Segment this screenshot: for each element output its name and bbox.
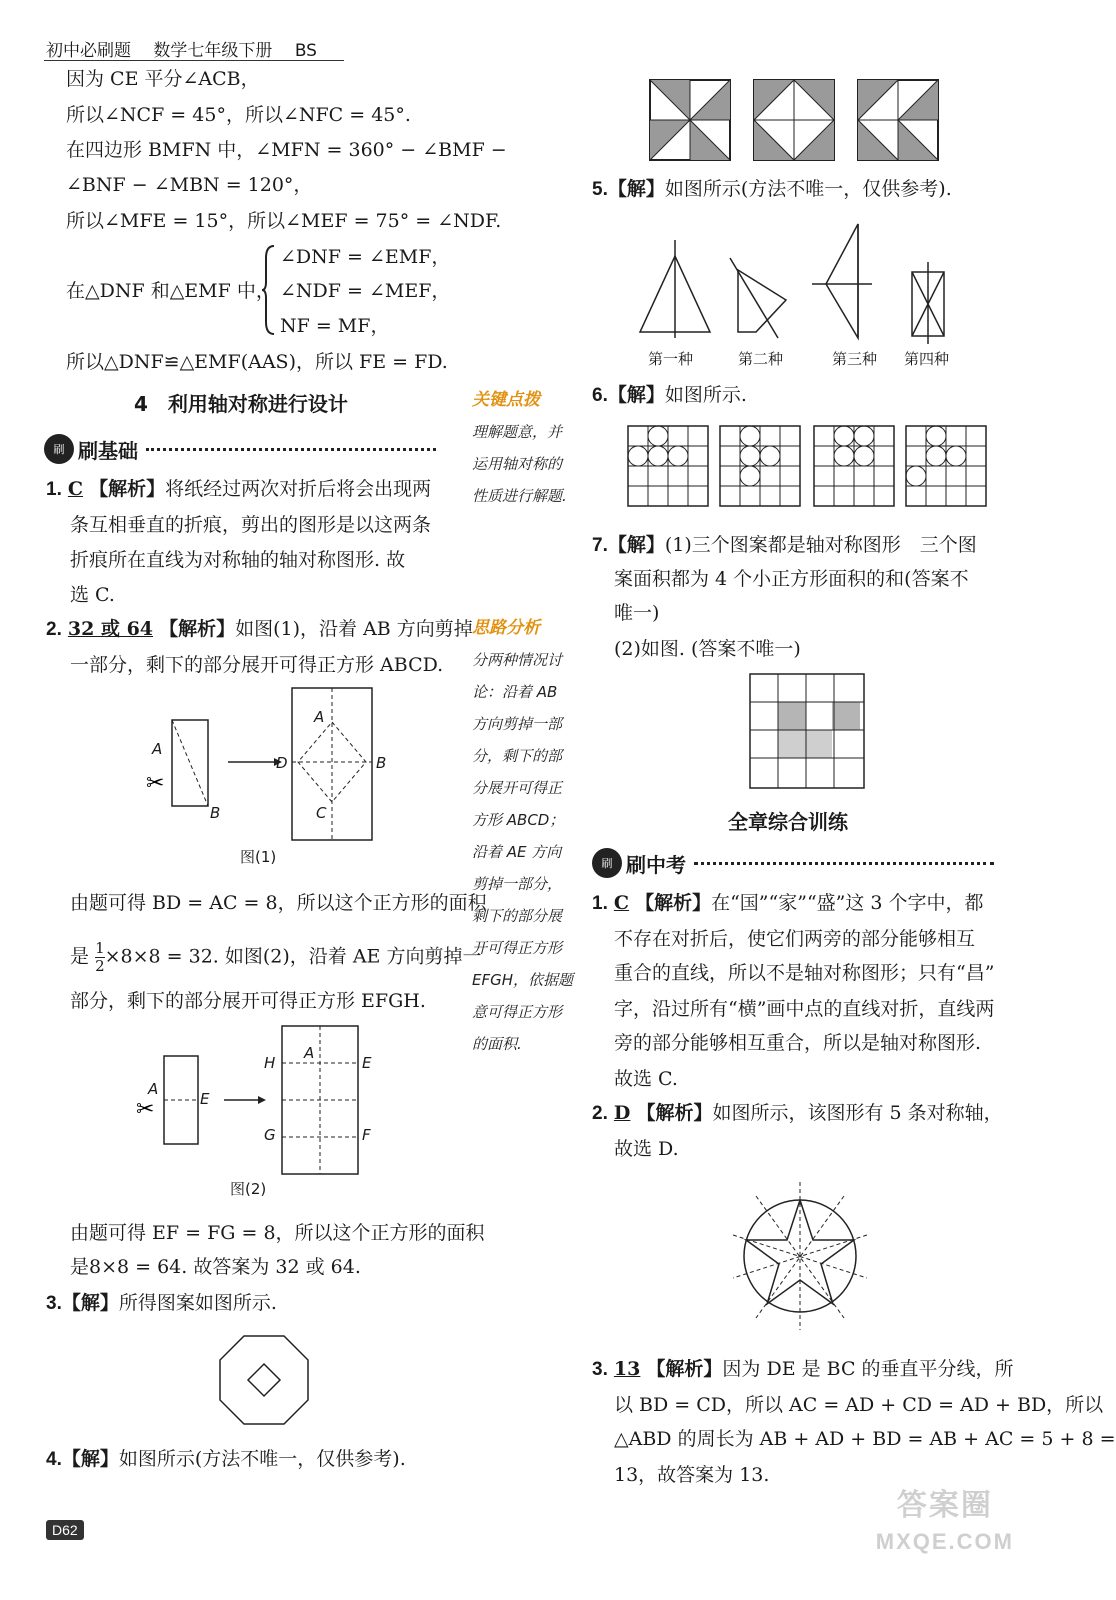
- figure-2: [132, 1020, 432, 1180]
- badge-exam: [592, 848, 994, 878]
- label: A: [152, 740, 163, 758]
- e1-line: 故选 C.: [614, 1068, 678, 1090]
- star-figure: [730, 1178, 870, 1338]
- label: E: [200, 1090, 210, 1108]
- proof-line: ∠BNF − ∠MBN = 120°，: [66, 174, 313, 196]
- label: A: [304, 1044, 315, 1062]
- question-6: 6.【解】如图所示.: [592, 384, 747, 406]
- label: B: [376, 754, 387, 772]
- label: G: [264, 1126, 276, 1144]
- label: C: [316, 804, 327, 822]
- e3-line: 以 BD = CD，所以 AC = AD + CD = AD + BD，所以: [614, 1394, 1104, 1416]
- proof-line: 因为 CE 平分∠ACB，: [66, 68, 260, 90]
- note-title: 思路分析: [472, 618, 540, 638]
- e1-line: 重合的直线，所以不是轴对称图形；只有“昌”: [614, 962, 995, 984]
- answer: D: [613, 1102, 631, 1124]
- page-number: D62: [46, 1520, 84, 1540]
- question-1: 1. C 【解析】将纸经过两次对折后将会出现两: [46, 478, 432, 500]
- watermark: 答案圈 MXQE.COM: [875, 1489, 1014, 1554]
- brush-icon: 刷: [592, 848, 622, 878]
- analysis-note: 思路分析 分两种情况讨 论：沿着 AB 方向剪掉一部 分，剩下的部 分展开可得正 方形 ABCD； 沿着 AE 方向 剪掉一部分， 剩下的部分展 开可得正方形 EFGH，依据题 意可得正方形 的面积.: [472, 612, 582, 1060]
- exam-question-1: 1. C 【解析】在“国”“家”“盛”这 3 个字中，都: [592, 892, 984, 914]
- chapter-title: 全章综合训练: [728, 810, 848, 834]
- label: F: [362, 1126, 371, 1144]
- badge-basic-label: 刷基础: [78, 438, 138, 463]
- e1-line: 字，沿过所有“横”画中点的直线对折，直线两: [614, 998, 995, 1020]
- edition-label: BS: [294, 41, 317, 61]
- proof-line: ∠NDF = ∠MEF，: [280, 280, 451, 302]
- figure-2-caption: 图(2): [230, 1180, 267, 1198]
- proof-line: 在四边形 BMFN 中，∠MFN = 360° − ∠BMF −: [66, 139, 507, 161]
- page-header: [46, 36, 317, 61]
- q2-line: 一部分，剩下的部分展开可得正方形 ABCD.: [70, 654, 444, 676]
- fraction: $\frac{1}{2}$: [95, 939, 105, 975]
- question-4: 4.【解】如图所示(方法不唯一，仅供参考).: [46, 1448, 406, 1470]
- q7-line: (2)如图. (答案不唯一): [614, 638, 801, 660]
- scissors-icon: ✂: [146, 771, 165, 796]
- q1-line: 折痕所在直线为对称轴的轴对称图形. 故: [70, 549, 406, 571]
- question-7: 7.【解】(1)三个图案都是轴对称图形 三个图: [592, 534, 977, 556]
- label: A: [148, 1080, 159, 1098]
- figure-1: [140, 680, 440, 850]
- label: E: [362, 1054, 372, 1072]
- scissors-icon: ✂: [136, 1097, 155, 1122]
- q7-line: 案面积都为 4 个小正方形面积的和(答案不: [614, 568, 969, 590]
- label: B: [210, 804, 221, 822]
- q2-line: 是 $\frac{1}{2}$ ×8×8 = 32. 如图(2)，沿着 AE 方向剪掉一: [70, 939, 482, 975]
- q4-squares: [646, 76, 946, 166]
- dotted-rule: [146, 448, 436, 451]
- e3-line: △ABD 的周长为 AB + AD + BD = AB + AC = 5 + 8 =: [614, 1428, 1116, 1450]
- proof-line: ∠DNF = ∠EMF，: [280, 246, 451, 268]
- badge-basic: [44, 434, 436, 464]
- system-brace: [262, 244, 276, 336]
- answer: 32 或 64: [67, 618, 154, 640]
- answer: C: [613, 892, 630, 914]
- exam-question-3: 3. 13 【解析】因为 DE 是 BC 的垂直平分线，所: [592, 1358, 1014, 1380]
- header-rule: [44, 60, 344, 61]
- label: D: [276, 754, 288, 772]
- proof-line: NF = MF，: [280, 315, 390, 337]
- q1-line: 条互相垂直的折痕，剪出的图形是以这两条: [70, 514, 432, 536]
- answer: C: [67, 478, 84, 500]
- e3-line: 13，故答案为 13.: [614, 1464, 770, 1486]
- figure-1-caption: 图(1): [240, 848, 277, 866]
- q2-line: 由题可得 EF = FG = 8，所以这个正方形的面积: [70, 1222, 485, 1244]
- q6-grids: [624, 424, 1004, 508]
- e2-line: 故选 D.: [614, 1138, 679, 1160]
- answer: 13: [613, 1358, 641, 1380]
- badge-exam-label: 刷中考: [626, 852, 686, 877]
- variant-label: 第三种: [832, 350, 878, 368]
- e1-line: 不存在对折后，使它们两旁的部分能够相互: [614, 928, 976, 950]
- q2-line: 部分，剩下的部分展开可得正方形 EFGH.: [70, 990, 426, 1012]
- proof-line: 所以∠MFE = 15°，所以∠MEF = 75° = ∠NDF.: [66, 210, 502, 232]
- question-2: 2. 32 或 64 【解析】如图(1)，沿着 AB 方向剪掉: [46, 618, 473, 640]
- q1-line: 选 C.: [70, 584, 115, 606]
- q7-grid: [746, 672, 868, 790]
- book-title: 初中必刷题: [46, 41, 131, 61]
- subject-title: 数学七年级下册: [153, 41, 273, 61]
- key-points-note: 关键点拨 理解题意，并 运用轴对称的 性质进行解题.: [472, 384, 582, 512]
- q5-figures: [630, 220, 960, 348]
- proof-line: 所以∠NCF = 45°，所以∠NFC = 45°.: [66, 104, 411, 126]
- variant-label: 第一种: [648, 350, 694, 368]
- q7-line: 唯一): [614, 602, 660, 624]
- section-title: 4 利用轴对称进行设计: [134, 392, 348, 416]
- label: A: [314, 708, 325, 726]
- proof-line: 在△DNF 和△EMF 中，: [66, 280, 275, 302]
- variant-label: 第二种: [738, 350, 784, 368]
- brush-icon: 刷: [44, 434, 74, 464]
- variant-label: 第四种: [904, 350, 950, 368]
- question-5: 5.【解】如图所示(方法不唯一，仅供参考).: [592, 178, 952, 200]
- q2-line: 是8×8 = 64. 故答案为 32 或 64.: [70, 1256, 361, 1278]
- note-title: 关键点拨: [472, 390, 540, 410]
- proof-line: 所以△DNF≌△EMF(AAS)，所以 FE = FD.: [66, 351, 448, 373]
- exam-question-2: 2. D 【解析】如图所示，该图形有 5 条对称轴，: [592, 1102, 1003, 1124]
- dotted-rule: [694, 862, 994, 865]
- octagon-figure: [218, 1334, 310, 1426]
- label: H: [264, 1054, 276, 1072]
- question-3: 3.【解】所得图案如图所示.: [46, 1292, 277, 1314]
- e1-line: 旁的部分能够相互重合，所以是轴对称图形.: [614, 1032, 982, 1054]
- q2-line: 由题可得 BD = AC = 8，所以这个正方形的面积: [70, 892, 487, 914]
